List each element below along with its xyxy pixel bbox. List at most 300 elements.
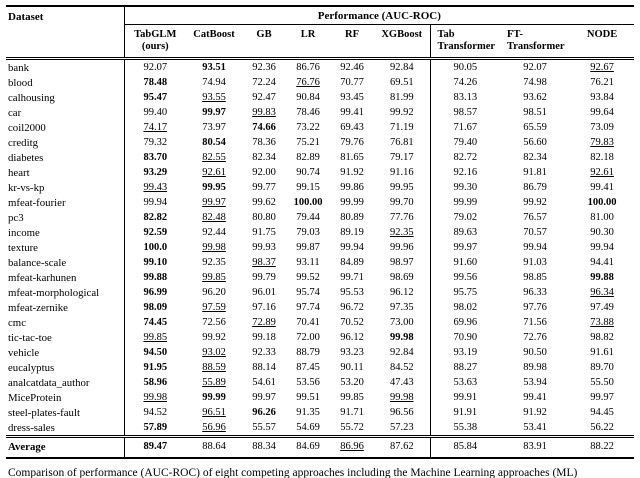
score-cell: 84.89 bbox=[340, 256, 364, 268]
score-cell: 73.09 bbox=[590, 121, 614, 133]
method-header-node: NODE bbox=[570, 25, 634, 59]
table-row bbox=[6, 75, 634, 90]
score-cell: 91.95 bbox=[124, 360, 186, 375]
score-cell: 71.67 bbox=[430, 120, 500, 135]
score-cell: 92.61 bbox=[202, 166, 226, 178]
score-cell: 99.51 bbox=[296, 391, 320, 403]
score-cell: 99.30 bbox=[430, 180, 500, 195]
dataset-name: income bbox=[8, 226, 40, 239]
score-cell: 99.71 bbox=[340, 271, 364, 283]
dataset-name: MiceProtein bbox=[8, 391, 62, 404]
score-cell: 53.41 bbox=[523, 421, 547, 433]
score-cell: 99.15 bbox=[296, 181, 320, 193]
score-cell: 80.89 bbox=[340, 211, 364, 223]
score-cell: 99.88 bbox=[590, 271, 614, 283]
score-cell: 99.92 bbox=[523, 196, 547, 208]
score-cell: 92.47 bbox=[252, 91, 276, 103]
dataset-column-header: Dataset bbox=[6, 6, 124, 59]
score-cell: 95.53 bbox=[340, 286, 364, 298]
average-label: Average bbox=[6, 437, 124, 459]
score-cell: 92.35 bbox=[202, 256, 226, 268]
score-cell: 54.61 bbox=[252, 376, 276, 388]
score-cell: 86.96 bbox=[330, 437, 374, 459]
dataset-name: balance-scale bbox=[8, 256, 67, 269]
score-cell: 99.87 bbox=[296, 241, 320, 253]
score-cell: 99.94 bbox=[523, 241, 547, 253]
score-cell: 71.56 bbox=[523, 316, 547, 328]
dataset-name: blood bbox=[8, 76, 33, 89]
score-cell: 57.23 bbox=[389, 421, 414, 433]
dataset-name: coil2000 bbox=[8, 121, 46, 134]
score-cell: 100.0 bbox=[124, 240, 186, 255]
score-cell: 97.74 bbox=[296, 301, 320, 313]
score-cell: 98.02 bbox=[430, 300, 500, 315]
method-header-catboost: CatBoost bbox=[186, 25, 242, 59]
score-cell: 98.82 bbox=[590, 331, 614, 343]
score-cell: 97.76 bbox=[523, 301, 547, 313]
score-cell: 79.40 bbox=[430, 135, 500, 150]
score-cell: 55.89 bbox=[202, 376, 226, 388]
table-row bbox=[6, 270, 634, 285]
score-cell: 97.49 bbox=[590, 301, 614, 313]
dataset-name: heart bbox=[8, 166, 30, 179]
score-cell: 75.21 bbox=[296, 136, 320, 148]
score-cell: 70.41 bbox=[296, 316, 320, 328]
dataset-name: tic-tac-toe bbox=[8, 331, 52, 344]
score-cell: 78.46 bbox=[296, 106, 320, 118]
score-cell: 72.00 bbox=[296, 331, 320, 343]
score-cell: 65.59 bbox=[523, 121, 547, 133]
score-cell: 82.82 bbox=[124, 210, 186, 225]
score-cell: 83.13 bbox=[430, 90, 500, 105]
score-cell: 99.79 bbox=[252, 271, 276, 283]
score-cell: 99.41 bbox=[590, 181, 614, 193]
score-cell: 91.75 bbox=[252, 226, 276, 238]
table-row bbox=[6, 375, 634, 390]
score-cell: 99.97 bbox=[590, 391, 614, 403]
score-cell: 70.90 bbox=[430, 330, 500, 345]
dataset-name: mfeat-karhunen bbox=[8, 271, 77, 284]
score-cell: 84.52 bbox=[389, 361, 414, 373]
table-row bbox=[6, 90, 634, 105]
score-cell: 81.00 bbox=[590, 211, 614, 223]
score-cell: 76.57 bbox=[523, 211, 547, 223]
score-cell: 82.89 bbox=[296, 151, 320, 163]
score-cell: 98.09 bbox=[124, 300, 186, 315]
table-row bbox=[6, 345, 634, 360]
score-cell: 91.61 bbox=[590, 346, 614, 358]
score-cell: 98.51 bbox=[523, 106, 547, 118]
score-cell: 89.63 bbox=[430, 225, 500, 240]
score-cell: 58.96 bbox=[124, 375, 186, 390]
score-cell: 91.35 bbox=[296, 406, 320, 418]
table-row bbox=[6, 420, 634, 437]
score-cell: 92.84 bbox=[389, 346, 414, 358]
score-cell: 92.33 bbox=[252, 346, 276, 358]
score-cell: 99.97 bbox=[202, 106, 226, 118]
score-cell: 86.76 bbox=[296, 61, 320, 73]
score-cell: 99.96 bbox=[389, 241, 414, 253]
score-cell: 70.57 bbox=[523, 226, 547, 238]
score-cell: 93.84 bbox=[590, 91, 614, 103]
score-cell: 99.94 bbox=[590, 241, 614, 253]
score-cell: 99.93 bbox=[252, 241, 276, 253]
score-cell: 74.26 bbox=[430, 75, 500, 90]
score-cell: 82.18 bbox=[590, 151, 614, 163]
score-cell: 88.14 bbox=[252, 361, 276, 373]
score-cell: 94.45 bbox=[590, 406, 614, 418]
score-cell: 80.54 bbox=[202, 136, 226, 148]
score-cell: 97.59 bbox=[202, 301, 226, 313]
score-cell: 79.32 bbox=[124, 135, 186, 150]
score-cell: 91.92 bbox=[340, 166, 364, 178]
score-cell: 99.64 bbox=[590, 106, 614, 118]
score-cell: 98.69 bbox=[389, 271, 414, 283]
dataset-name: pc3 bbox=[8, 211, 24, 224]
score-cell: 99.99 bbox=[202, 391, 226, 403]
score-cell: 99.92 bbox=[202, 331, 226, 343]
score-cell: 76.76 bbox=[296, 76, 320, 88]
dataset-name: mfeat-fourier bbox=[8, 196, 66, 209]
score-cell: 99.85 bbox=[124, 330, 186, 345]
score-cell: 99.97 bbox=[252, 391, 276, 403]
method-header-rf: RF bbox=[330, 25, 374, 59]
score-cell: 83.70 bbox=[124, 150, 186, 165]
score-cell: 72.76 bbox=[523, 331, 547, 343]
score-cell: 99.83 bbox=[252, 106, 276, 118]
score-cell: 99.41 bbox=[523, 391, 547, 403]
score-cell: 99.94 bbox=[340, 241, 364, 253]
score-cell: 94.52 bbox=[124, 405, 186, 420]
score-cell: 53.56 bbox=[296, 376, 320, 388]
score-cell: 85.84 bbox=[430, 437, 500, 459]
score-cell: 92.36 bbox=[252, 61, 276, 73]
score-cell: 99.95 bbox=[389, 181, 414, 193]
score-cell: 100.00 bbox=[587, 196, 617, 208]
score-cell: 76.81 bbox=[389, 136, 414, 148]
score-cell: 92.46 bbox=[340, 61, 364, 73]
score-cell: 96.99 bbox=[124, 285, 186, 300]
score-cell: 56.60 bbox=[523, 136, 547, 148]
score-cell: 88.22 bbox=[570, 437, 634, 459]
score-cell: 47.43 bbox=[389, 376, 414, 388]
score-cell: 73.88 bbox=[590, 316, 614, 328]
score-cell: 96.26 bbox=[252, 406, 276, 418]
table-row bbox=[6, 405, 634, 420]
score-cell: 99.97 bbox=[202, 196, 226, 208]
score-cell: 91.71 bbox=[340, 406, 364, 418]
method-header-tabglm: TabGLM (ours) bbox=[124, 25, 186, 59]
score-cell: 93.02 bbox=[202, 346, 226, 358]
score-cell: 72.24 bbox=[252, 76, 276, 88]
score-cell: 56.22 bbox=[590, 421, 614, 433]
score-cell: 88.64 bbox=[186, 437, 242, 459]
table-row bbox=[6, 210, 634, 225]
score-cell: 82.72 bbox=[430, 150, 500, 165]
table-body bbox=[6, 59, 634, 459]
dataset-name: vehicle bbox=[8, 346, 40, 359]
score-cell: 93.45 bbox=[340, 91, 364, 103]
score-cell: 78.36 bbox=[252, 136, 276, 148]
score-cell: 74.17 bbox=[124, 120, 186, 135]
score-cell: 77.76 bbox=[389, 211, 414, 223]
score-cell: 99.97 bbox=[430, 240, 500, 255]
score-cell: 93.19 bbox=[430, 345, 500, 360]
score-cell: 78.48 bbox=[124, 75, 186, 90]
score-cell: 99.94 bbox=[124, 195, 186, 210]
score-cell: 99.88 bbox=[124, 270, 186, 285]
score-cell: 99.95 bbox=[202, 181, 226, 193]
table-row bbox=[6, 150, 634, 165]
score-cell: 98.85 bbox=[523, 271, 547, 283]
dataset-name: texture bbox=[8, 241, 38, 254]
method-header-gb: GB bbox=[242, 25, 286, 59]
score-cell: 92.67 bbox=[590, 61, 614, 73]
score-cell: 96.51 bbox=[202, 406, 226, 418]
table-row bbox=[6, 330, 634, 345]
score-cell: 53.20 bbox=[340, 376, 364, 388]
score-cell: 93.51 bbox=[202, 61, 226, 73]
score-cell: 88.34 bbox=[242, 437, 286, 459]
score-cell: 93.11 bbox=[296, 256, 320, 268]
score-cell: 95.75 bbox=[430, 285, 500, 300]
score-cell: 91.92 bbox=[523, 406, 547, 418]
score-cell: 99.10 bbox=[124, 255, 186, 270]
score-cell: 84.69 bbox=[286, 437, 330, 459]
score-cell: 74.66 bbox=[252, 121, 276, 133]
score-cell: 55.57 bbox=[252, 421, 276, 433]
average-row bbox=[6, 437, 634, 459]
score-cell: 96.56 bbox=[389, 406, 414, 418]
score-cell: 82.55 bbox=[202, 151, 226, 163]
score-cell: 92.59 bbox=[124, 225, 186, 240]
header-row-top bbox=[6, 6, 634, 25]
score-cell: 73.22 bbox=[296, 121, 320, 133]
score-cell: 93.23 bbox=[340, 346, 364, 358]
score-cell: 99.99 bbox=[430, 195, 500, 210]
score-cell: 90.74 bbox=[296, 166, 320, 178]
score-cell: 87.62 bbox=[374, 437, 430, 459]
score-cell: 96.33 bbox=[523, 286, 547, 298]
score-cell: 79.76 bbox=[340, 136, 364, 148]
score-cell: 90.30 bbox=[590, 226, 614, 238]
score-cell: 88.59 bbox=[202, 361, 226, 373]
score-cell: 93.62 bbox=[523, 91, 547, 103]
score-cell: 57.89 bbox=[124, 420, 186, 437]
score-cell: 90.11 bbox=[340, 361, 364, 373]
score-cell: 92.84 bbox=[389, 61, 414, 73]
score-cell: 83.91 bbox=[500, 437, 570, 459]
method-header-ft-transformer: FT- Transformer bbox=[500, 25, 570, 59]
score-cell: 92.00 bbox=[252, 166, 276, 178]
score-cell: 73.97 bbox=[202, 121, 226, 133]
table-row bbox=[6, 59, 634, 76]
table-row bbox=[6, 225, 634, 240]
method-header-tab-transformer: Tab Transformer bbox=[430, 25, 500, 59]
table-row bbox=[6, 120, 634, 135]
table-row bbox=[6, 135, 634, 150]
table-row bbox=[6, 240, 634, 255]
table-row bbox=[6, 195, 634, 210]
score-cell: 99.40 bbox=[124, 105, 186, 120]
dataset-name: eucalyptus bbox=[8, 361, 55, 374]
score-cell: 89.19 bbox=[340, 226, 364, 238]
dataset-name: mfeat-morphological bbox=[8, 286, 100, 299]
score-cell: 91.16 bbox=[389, 166, 414, 178]
dataset-name: diabetes bbox=[8, 151, 44, 164]
score-cell: 95.74 bbox=[296, 286, 320, 298]
score-cell: 99.43 bbox=[124, 180, 186, 195]
table-row bbox=[6, 285, 634, 300]
dataset-name: analcatdata_author bbox=[8, 376, 90, 389]
score-cell: 87.45 bbox=[296, 361, 320, 373]
table-row bbox=[6, 300, 634, 315]
score-cell: 53.63 bbox=[430, 375, 500, 390]
score-cell: 99.62 bbox=[252, 196, 276, 208]
score-cell: 98.57 bbox=[430, 105, 500, 120]
results-table bbox=[6, 5, 634, 459]
score-cell: 99.98 bbox=[124, 390, 186, 405]
score-cell: 96.12 bbox=[340, 331, 364, 343]
score-cell: 54.69 bbox=[296, 421, 320, 433]
score-cell: 81.65 bbox=[340, 151, 364, 163]
score-cell: 55.50 bbox=[590, 376, 614, 388]
score-cell: 96.12 bbox=[389, 286, 414, 298]
score-cell: 86.79 bbox=[523, 181, 547, 193]
score-cell: 96.20 bbox=[202, 286, 226, 298]
dataset-name: car bbox=[8, 106, 22, 119]
dataset-name: calhousing bbox=[8, 91, 55, 104]
score-cell: 82.34 bbox=[252, 151, 276, 163]
table-row bbox=[6, 105, 634, 120]
table-row bbox=[6, 255, 634, 270]
score-cell: 80.80 bbox=[252, 211, 276, 223]
dataset-name: steel-plates-fault bbox=[8, 406, 80, 419]
score-cell: 99.98 bbox=[389, 391, 414, 403]
dataset-name: dress-sales bbox=[8, 421, 55, 434]
score-cell: 93.55 bbox=[202, 91, 226, 103]
score-cell: 99.56 bbox=[430, 270, 500, 285]
score-cell: 99.18 bbox=[252, 331, 276, 343]
score-cell: 92.35 bbox=[389, 226, 414, 238]
score-cell: 92.07 bbox=[124, 59, 186, 76]
score-cell: 92.61 bbox=[590, 166, 614, 178]
score-cell: 99.98 bbox=[389, 331, 414, 343]
score-cell: 96.34 bbox=[590, 286, 614, 298]
score-cell: 99.98 bbox=[202, 241, 226, 253]
score-cell: 79.83 bbox=[590, 136, 614, 148]
score-cell: 92.44 bbox=[202, 226, 226, 238]
score-cell: 99.70 bbox=[389, 196, 414, 208]
score-cell: 69.51 bbox=[389, 76, 414, 88]
performance-group-header: Performance (AUC-ROC) bbox=[124, 6, 634, 25]
score-cell: 88.79 bbox=[296, 346, 320, 358]
score-cell: 88.27 bbox=[430, 360, 500, 375]
score-cell: 82.34 bbox=[523, 151, 547, 163]
score-cell: 91.81 bbox=[523, 166, 547, 178]
score-cell: 100.00 bbox=[293, 196, 323, 208]
score-cell: 99.86 bbox=[340, 181, 364, 193]
score-cell: 91.91 bbox=[430, 405, 500, 420]
score-cell: 89.47 bbox=[124, 437, 186, 459]
score-cell: 90.84 bbox=[296, 91, 320, 103]
score-cell: 74.94 bbox=[202, 76, 226, 88]
score-cell: 81.99 bbox=[389, 91, 414, 103]
score-cell: 79.44 bbox=[296, 211, 320, 223]
score-cell: 99.85 bbox=[202, 271, 226, 283]
dataset-name: cmc bbox=[8, 316, 26, 329]
table-row bbox=[6, 390, 634, 405]
score-cell: 71.19 bbox=[389, 121, 414, 133]
score-cell: 72.56 bbox=[202, 316, 226, 328]
score-cell: 97.35 bbox=[389, 301, 414, 313]
score-cell: 74.45 bbox=[124, 315, 186, 330]
score-cell: 92.07 bbox=[523, 61, 547, 73]
score-cell: 74.98 bbox=[523, 76, 547, 88]
score-cell: 79.03 bbox=[296, 226, 320, 238]
score-cell: 95.47 bbox=[124, 90, 186, 105]
score-cell: 91.60 bbox=[430, 255, 500, 270]
score-cell: 90.05 bbox=[430, 59, 500, 76]
table-row bbox=[6, 315, 634, 330]
score-cell: 69.43 bbox=[340, 121, 364, 133]
score-cell: 99.92 bbox=[389, 106, 414, 118]
dataset-name: creditg bbox=[8, 136, 38, 149]
score-cell: 97.16 bbox=[252, 301, 276, 313]
dataset-name: kr-vs-kp bbox=[8, 181, 45, 194]
score-cell: 99.52 bbox=[296, 271, 320, 283]
table-row bbox=[6, 360, 634, 375]
dataset-name: mfeat-zernike bbox=[8, 301, 68, 314]
score-cell: 56.96 bbox=[202, 421, 226, 433]
score-cell: 82.48 bbox=[202, 211, 226, 223]
score-cell: 90.50 bbox=[523, 346, 547, 358]
score-cell: 99.41 bbox=[340, 106, 364, 118]
score-cell: 70.52 bbox=[340, 316, 364, 328]
score-cell: 99.77 bbox=[252, 181, 276, 193]
method-header-lr: LR bbox=[286, 25, 330, 59]
score-cell: 89.70 bbox=[590, 361, 614, 373]
score-cell: 94.50 bbox=[124, 345, 186, 360]
dataset-name: bank bbox=[8, 61, 29, 74]
score-cell: 55.38 bbox=[430, 420, 500, 437]
score-cell: 96.01 bbox=[252, 286, 276, 298]
score-cell: 91.03 bbox=[523, 256, 547, 268]
score-cell: 98.97 bbox=[389, 256, 414, 268]
score-cell: 73.00 bbox=[389, 316, 414, 328]
score-cell: 55.72 bbox=[340, 421, 364, 433]
score-cell: 93.29 bbox=[124, 165, 186, 180]
score-cell: 69.96 bbox=[430, 315, 500, 330]
score-cell: 53.94 bbox=[523, 376, 547, 388]
score-cell: 72.89 bbox=[252, 316, 276, 328]
score-cell: 89.98 bbox=[523, 361, 547, 373]
table-row bbox=[6, 165, 634, 180]
score-cell: 92.16 bbox=[430, 165, 500, 180]
score-cell: 76.21 bbox=[590, 76, 614, 88]
score-cell: 70.77 bbox=[340, 76, 364, 88]
score-cell: 79.02 bbox=[430, 210, 500, 225]
score-cell: 96.72 bbox=[340, 301, 364, 313]
score-cell: 99.99 bbox=[340, 196, 364, 208]
score-cell: 98.37 bbox=[252, 256, 276, 268]
table-row bbox=[6, 180, 634, 195]
score-cell: 99.91 bbox=[430, 390, 500, 405]
table-caption: Comparison of performance (AUC-ROC) of eight competing approaches including the Machine Learning approaches (ML) bbox=[8, 467, 578, 478]
score-cell: 99.85 bbox=[340, 391, 364, 403]
score-cell: 79.17 bbox=[389, 151, 414, 163]
method-header-xgboost: XGBoost bbox=[374, 25, 430, 59]
